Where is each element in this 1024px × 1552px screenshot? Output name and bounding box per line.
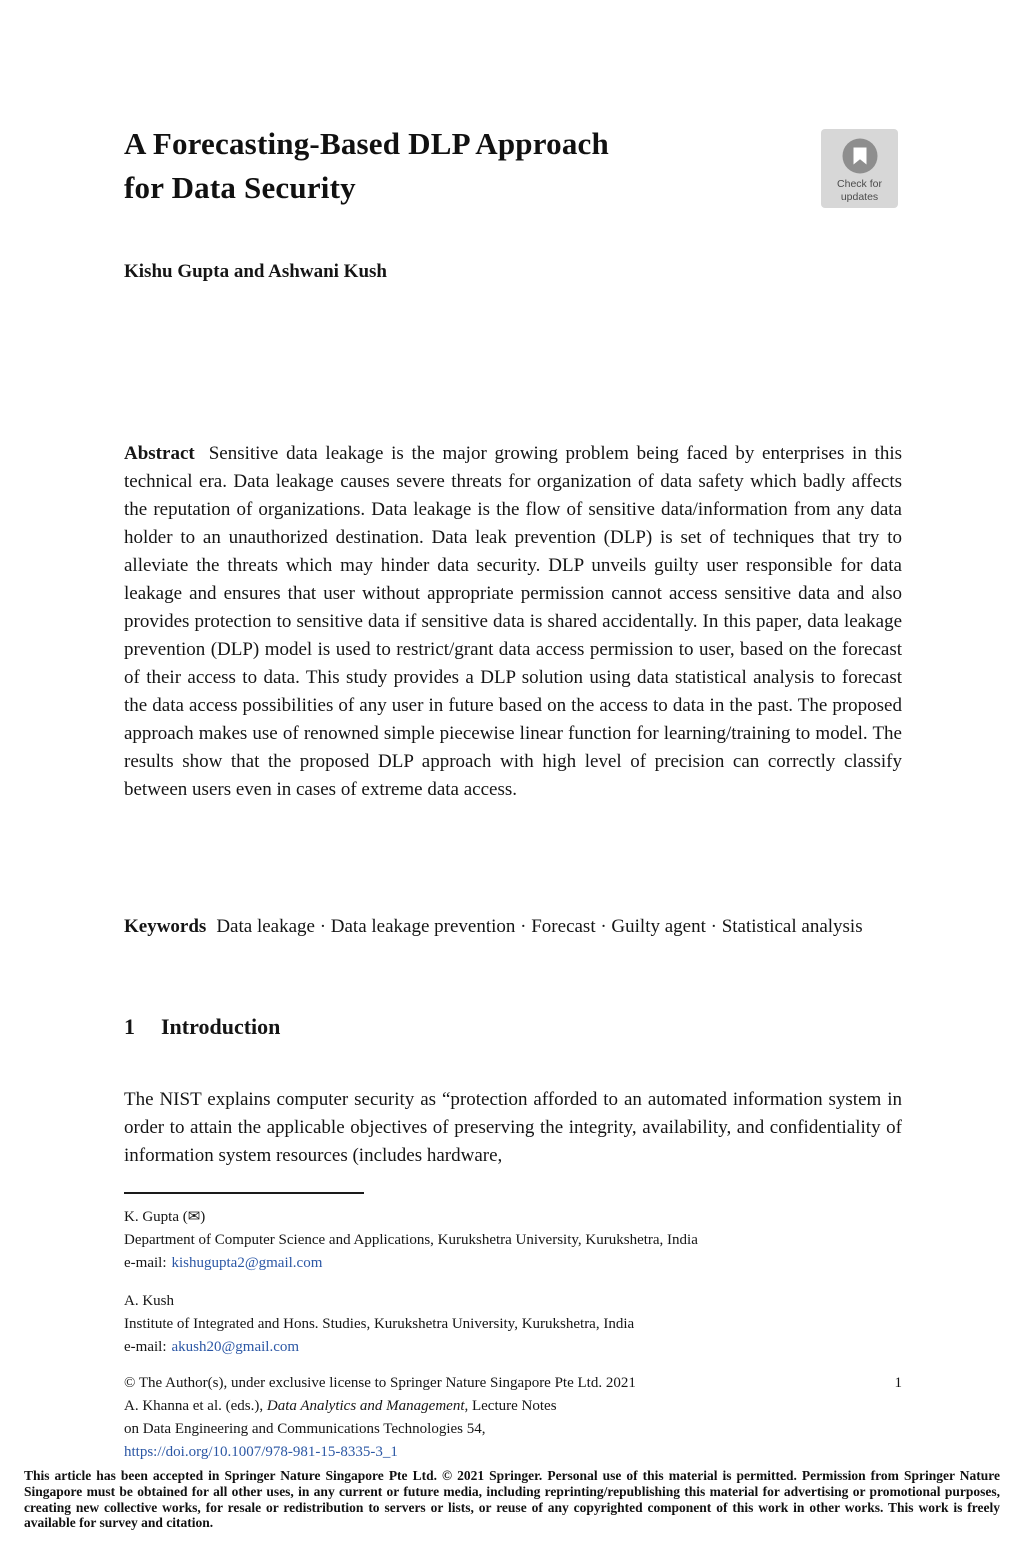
keywords-line [124, 913, 902, 941]
series-text: , Lecture Notes [464, 1398, 557, 1414]
paper-title-line1: A Forecasting-Based DLP Approach [124, 126, 609, 161]
author2-name: A. Kush [124, 1293, 175, 1309]
footnote-divider [124, 1192, 364, 1194]
badge-label-line2: updates [840, 191, 879, 203]
author1-email-link[interactable]: kishugupta2@gmail.com [171, 1255, 323, 1271]
copyright-text: © The Author(s), under exclusive license to Springer Nature Singapore Pte Ltd. 2021 [124, 1375, 636, 1391]
paper-title-line2: for Data Security [124, 170, 356, 205]
author1-email-label: e-mail: [124, 1255, 167, 1271]
author2-email-line [124, 1336, 902, 1359]
introduction-paragraph: The NIST explains computer security as “protection afforded to an automated information system in order to attain the applicable objectives of preserving the integrity, availability, and confidentiality of information system resources (includes hardware, [124, 1089, 902, 1166]
author1-email-line [124, 1252, 902, 1275]
crossmark-bookmark-icon [840, 136, 880, 176]
badge-label-line1: Check for [837, 178, 882, 190]
copyright-block [124, 1372, 902, 1464]
copyright-line3: on Data Engineering and Communications Technologies 54, [124, 1421, 486, 1437]
footnote-author2 [124, 1290, 902, 1359]
copyright-line4 [124, 1441, 902, 1464]
editors-text: A. Khanna et al. (eds.), [124, 1398, 267, 1414]
page-number: 1 [894, 1375, 902, 1391]
author1-affiliation: Department of Computer Science and Applications, Kurukshetra University, Kurukshetra, India [124, 1232, 698, 1248]
check-for-updates-badge[interactable] [821, 129, 898, 208]
corresponding-author-name: K. Gupta (✉) [124, 1209, 206, 1225]
abstract-paragraph [124, 440, 902, 804]
doi-link[interactable]: https://doi.org/10.1007/978-981-15-8335-3_1 [124, 1444, 398, 1460]
acceptance-disclaimer: This article has been accepted in Springer Nature Singapore Pte Ltd. © 2021 Springer. Personal use of this material is permitted. Permission from Springer Nature Singapore must be obtained for all other uses, in any current or future media, including reprinting/republishing this material for advertising or promotional purposes, creating new collective works, for resale or redistribution to servers or lists, or reuse of any copyrighted component of this work in other works. This work is freely available for survey and citation. [24, 1468, 1000, 1531]
footnote-author1 [124, 1206, 902, 1275]
check-for-updates-label [837, 178, 882, 204]
author2-email-label: e-mail: [124, 1339, 167, 1355]
author2-email-link[interactable]: akush20@gmail.com [171, 1339, 300, 1355]
abstract-text: Sensitive data leakage is the major growing problem being faced by enterprises in this technical era. Data leakage causes severe threats for organization of data safety which badly affects the reputation of organizations. Data leakage is the flow of sensitive data/information from any data holder to an unauthorized destination. Data leak prevention (DLP) is set of techniques that try to alleviate the threats which may hinder data security. DLP unveils guilty user responsible for data leakage and ensures that user without appropriate permission cannot access sensitive data and also provides protection to sensitive data if sensitive data is shared accidentally. In this paper, data leakage prevention (DLP) model is used to restrict/grant data access permission to user, based on the forecast of their access to data. This study provides a DLP solution using data statistical analysis to forecast the data access possibilities of any user in future based on the access to data in the past. The proposed approach makes use of renowned simple piecewise linear function for learning/training to model. The results show that the proposed DLP approach with high level of precision can correctly classify between users even in cases of extreme data access. [124, 443, 902, 800]
section-title: Introduction [161, 1014, 281, 1039]
section-heading-introduction [124, 1014, 280, 1040]
copyright-line2 [124, 1395, 902, 1418]
keywords-text: Data leakage · Data leakage prevention · Forecast · Guilty agent · Statistical analysis [216, 916, 863, 937]
section-number: 1 [124, 1014, 135, 1039]
copyright-line1 [124, 1372, 902, 1395]
abstract-label: Abstract [124, 443, 195, 464]
book-title-italic: Data Analytics and Management [266, 1398, 465, 1414]
keywords-label: Keywords [124, 916, 207, 937]
paper-title [124, 122, 609, 210]
author-names: Kishu Gupta and Ashwani Kush [124, 261, 387, 282]
author2-affiliation: Institute of Integrated and Hons. Studies, Kurukshetra University, Kurukshetra, India [124, 1316, 635, 1332]
